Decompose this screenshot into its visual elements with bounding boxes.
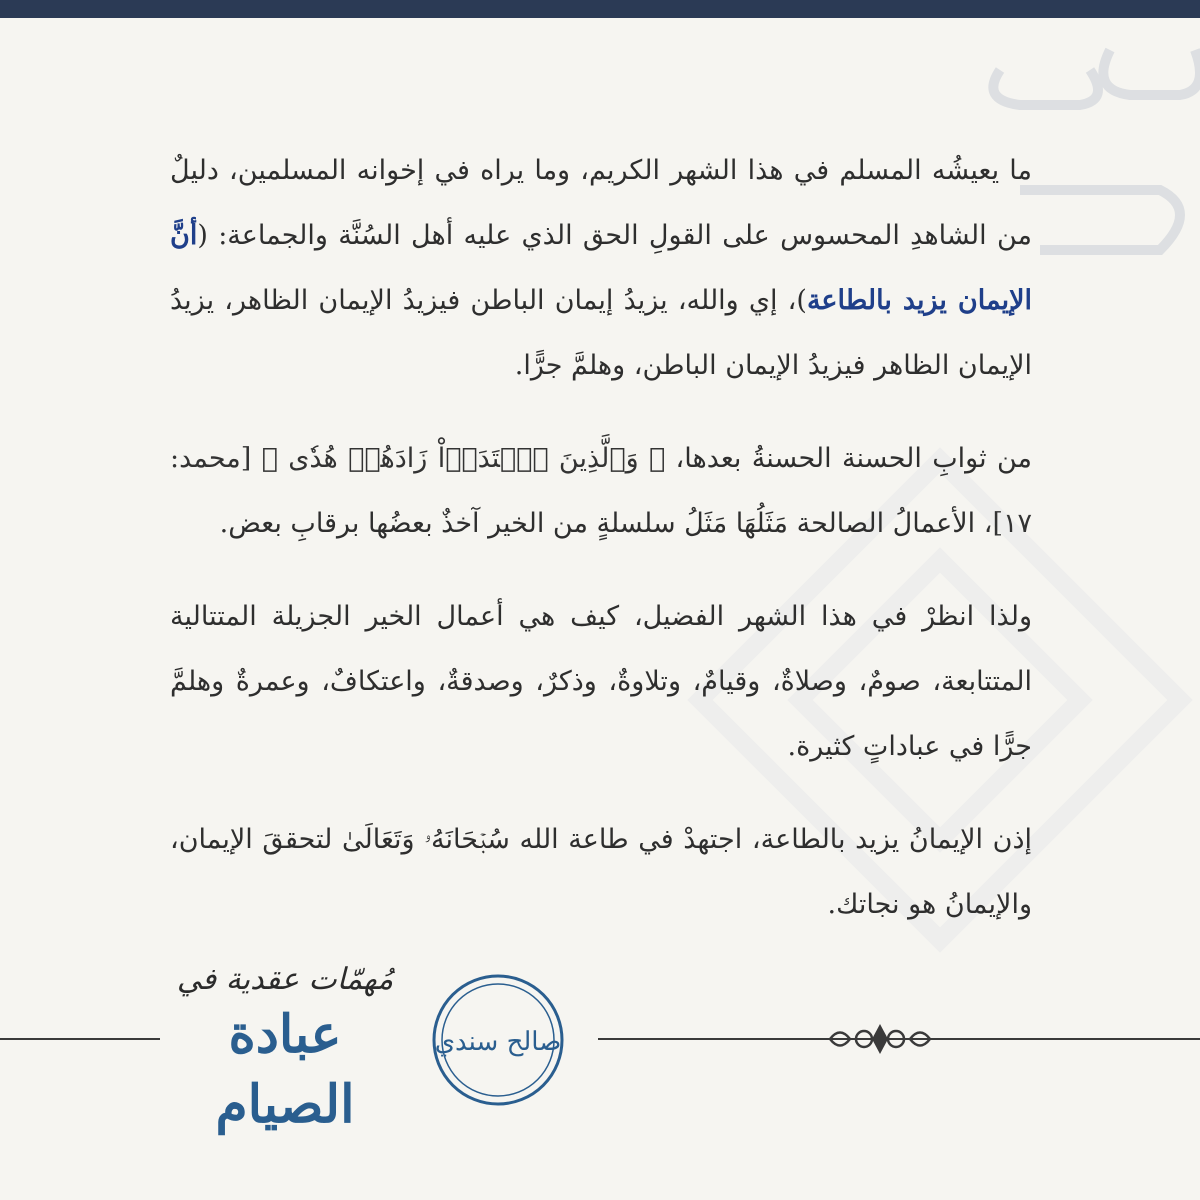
- paragraph-2: [170, 426, 1032, 556]
- seal-text: صالح سندي: [434, 1027, 562, 1057]
- paragraph-2-text-a: من ثوابِ الحسنة الحسنةُ بعدها،: [665, 443, 1032, 474]
- series-title: عبادة الصيام: [215, 1004, 355, 1135]
- paragraph-1-text-b: )، إي والله، يزيدُ إيمان الباطن فيزيدُ الإيمان الظاهر، يزيدُ الإيمان الظاهر فيزيدُ الإيمان الباطن، وهلمَّ جرًّا.: [170, 285, 1032, 381]
- footer-divider-left: [0, 1038, 160, 1040]
- paragraph-2-text-b: الأعمالُ الصالحة مَثَلُهَا مَثَلُ سلسلةٍ من الخير آخذٌ بعضُها برقابِ بعض.: [219, 508, 976, 539]
- series-logo: [160, 960, 410, 1135]
- verse-reference: [محمد: ١٧]،: [170, 443, 1032, 539]
- article-body: [170, 138, 1032, 965]
- quran-verse: ﴿ وَٱلَّذِينَ ٱهۡتَدَوۡاْ زَادَهُمۡ هُدٗى ﴾: [261, 443, 666, 474]
- paragraph-1: [170, 138, 1032, 398]
- series-subtitle: مُهمّات عقدية في: [176, 962, 394, 997]
- divider-ornament-icon: [820, 1016, 940, 1062]
- scholar-seal-icon: [428, 970, 568, 1110]
- paragraph-1-text-a: ما يعيشُه المسلم في هذا الشهر الكريم، وما يراه في إخوانه المسلمين، دليلٌ من الشاهدِ المحسوس على القولِ الحق الذي عليه أهل السُنَّة والجماعة: (: [170, 155, 1032, 251]
- highlighted-phrase: أنَّ الإيمان يزيد بالطاعة: [170, 220, 1033, 316]
- paragraph-4: إذن الإيمانُ يزيد بالطاعة، اجتهدْ في طاعة الله سُبۡحَانَهُۥ وَتَعَالَىٰ لتحققَ الإيمان، والإيمانُ هو نجاتك.: [170, 824, 1032, 920]
- paragraph-3: ولذا انظرْ في هذا الشهر الفضيل، كيف هي أعمال الخير الجزيلة المتتالية المتتابعة، صومٌ، وصلاةٌ، وقيامٌ، وتلاوةٌ، وذكرٌ، وصدقةٌ، واعتكافٌ، وعمرةٌ وهلمَّ جرًّا في عباداتٍ كثيرة.: [170, 601, 1032, 762]
